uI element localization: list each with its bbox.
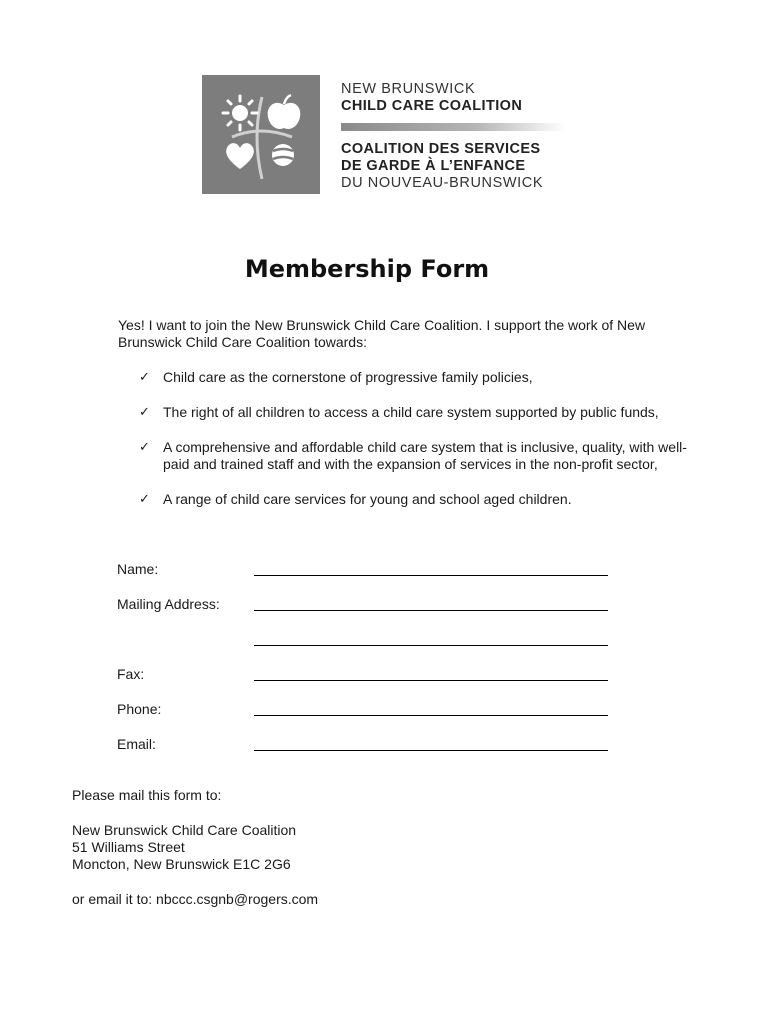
logo-line-fr-3: DU NOUVEAU-BRUNSWICK: [341, 175, 544, 191]
name-input-line[interactable]: [254, 575, 608, 576]
checkmark-icon: ✓: [139, 492, 150, 507]
street-address: 51 Williams Street: [72, 839, 185, 855]
apple-icon: [268, 95, 301, 129]
logo-line-en-1: NEW BRUNSWICK: [341, 81, 476, 97]
support-item: [139, 404, 709, 421]
logo-line-fr-2: DE GARDE À L’ENFANCE: [341, 158, 526, 174]
intro-paragraph: Yes! I want to join the New Brunswick Child Care Coalition. I support the work of New Brunswick Child Care Coalition towards:: [118, 317, 646, 350]
checkmark-icon: ✓: [139, 370, 150, 385]
checkmark-icon: ✓: [139, 405, 150, 420]
email-instruction: or email it to: nbccc.csgnb@rogers.com: [72, 891, 319, 907]
page-title: Membership Form: [244, 255, 490, 283]
mailing-address-field-2: [117, 631, 617, 651]
mailing-address-field: [117, 596, 617, 616]
logo-emblem: [202, 75, 320, 194]
support-item-text: Child care as the cornerstone of progressive family policies,: [163, 369, 533, 385]
mailing-address-block: [72, 822, 572, 873]
sun-icon: [223, 96, 257, 130]
city-postal: Moncton, New Brunswick E1C 2G6: [72, 856, 291, 872]
mailing-address-input-line[interactable]: [254, 610, 608, 611]
support-item: [139, 369, 709, 386]
fax-label: Fax:: [117, 666, 145, 682]
logo-emblem-graphic: [202, 75, 320, 194]
fax-field: [117, 666, 617, 686]
phone-input-line[interactable]: [254, 715, 608, 716]
support-item-text: A comprehensive and affordable child care system that is inclusive, quality, with well-paid and trained staff and with the expansion of services in the non-profit sector,: [163, 439, 687, 472]
coalition-logo: [202, 75, 572, 200]
email-field: [117, 736, 617, 756]
mail-instruction: Please mail this form to:: [72, 787, 222, 803]
heart-icon: [226, 143, 254, 169]
logo-line-en-2: CHILD CARE COALITION: [341, 98, 523, 114]
support-list: [139, 369, 709, 508]
checkmark-icon: ✓: [139, 440, 150, 455]
support-item: [139, 439, 709, 473]
phone-field: [117, 701, 617, 721]
name-field: [117, 561, 617, 581]
org-name: New Brunswick Child Care Coalition: [72, 822, 297, 838]
logo-line-fr-1: COALITION DES SERVICES: [341, 141, 541, 157]
phone-label: Phone:: [117, 701, 162, 717]
email-input-line[interactable]: [254, 750, 608, 751]
mailing-address-input-line-2[interactable]: [254, 645, 608, 646]
fax-input-line[interactable]: [254, 680, 608, 681]
ball-icon: [272, 144, 294, 166]
logo-wordmark: [341, 81, 581, 192]
support-item: [139, 491, 709, 508]
mailing-address-label: Mailing Address:: [117, 596, 220, 612]
email-label: Email:: [117, 736, 156, 752]
support-item-text: A range of child care services for young and school aged children.: [163, 491, 572, 507]
logo-divider: [341, 123, 566, 131]
name-label: Name:: [117, 561, 159, 577]
support-item-text: The right of all children to access a child care system supported by public funds,: [163, 404, 659, 420]
